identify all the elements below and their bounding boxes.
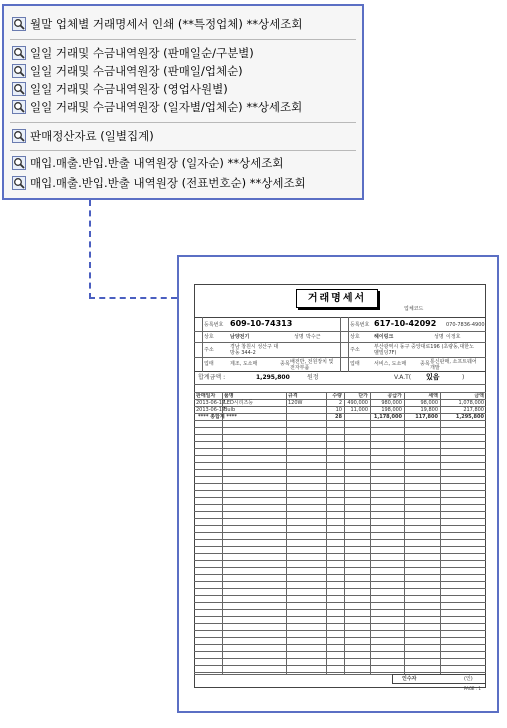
table-column-line (286, 392, 287, 674)
invoice-title: 거래명세서 (307, 293, 367, 304)
table-cell: 198,000 (381, 407, 402, 413)
total-amount-value: 1,295,800 (256, 374, 290, 381)
table-row-line (194, 651, 486, 652)
seal-label: (인) (464, 676, 473, 682)
menu-item-label: 일일 거래및 수금내역원장 (영업사원별) (30, 82, 228, 96)
table-row-line (194, 476, 486, 477)
vat-value: 있음 (426, 373, 440, 381)
buyer-reg-number: 617-10-42092 (374, 319, 437, 328)
magnifier-icon (12, 17, 26, 31)
menu-item-daily-ledger-by-type[interactable] (12, 44, 254, 62)
table-cell: 2013-06-17 (196, 407, 226, 413)
table-row-line (194, 483, 486, 484)
table-row-line (194, 427, 486, 428)
table-row-line (194, 602, 486, 603)
table-row-line (194, 469, 486, 470)
magnifier-icon (12, 64, 26, 78)
subtotal-label: **** 총합계 **** (198, 414, 237, 420)
supplier-ceo-label: 성명 (294, 334, 304, 340)
supplier-address: 경남 창원시 성산구 대방동 344-2 (230, 344, 279, 356)
table-column-line (344, 392, 345, 674)
table-row-line (194, 511, 486, 512)
column-header: 금액 (474, 393, 484, 399)
menu-item-daily-ledger-by-date[interactable] (12, 98, 302, 116)
table-row-line (194, 490, 486, 491)
table-row-line (194, 455, 486, 456)
table-cell: 11,000 (350, 407, 368, 413)
table-cell: 1,078,000 (458, 400, 484, 406)
buyer-name-label: 상호 (350, 334, 360, 340)
menu-item-inout-ledger-by-slip[interactable] (12, 174, 306, 192)
grid-line (194, 342, 486, 343)
buyer-address: 부산광역시 동구 중앙대로196 (초량동,대한노벨빌딩7F) (374, 344, 474, 356)
buyer-ceo: 이정호 (446, 334, 461, 340)
vat-label: V.A.T( (394, 374, 412, 381)
table-row-line (194, 637, 486, 638)
subtotal-cell: 28 (335, 414, 342, 420)
grid-line (194, 331, 486, 332)
subtotal-cell: 117,800 (415, 414, 438, 420)
subtotal-cell: 1,295,800 (455, 414, 484, 420)
table-row-line (194, 658, 486, 659)
buyer-item-label: 종목 (420, 361, 430, 367)
table-row-line (194, 560, 486, 561)
table-cell: 2013-06-17 (196, 400, 226, 406)
table-row-line (194, 553, 486, 554)
table-row-line (194, 525, 486, 526)
magnifier-icon (12, 156, 26, 170)
table-column-line (404, 392, 405, 674)
subtotal-cell: 1,178,000 (373, 414, 402, 420)
magnifier-icon (12, 176, 26, 190)
menu-item-label: 일일 거래및 수금내역원장 (판매일/업체순) (30, 64, 243, 78)
buyer-ceo-label: 성명 (434, 334, 444, 340)
supplier-item-label: 종목 (280, 361, 290, 367)
menu-item-daily-ledger-by-company[interactable] (12, 62, 243, 80)
table-cell: 19,800 (420, 407, 438, 413)
table-cell: 2 (338, 400, 342, 406)
table-row-line (194, 539, 486, 540)
table-row-line (194, 588, 486, 589)
table-row-line (194, 518, 486, 519)
menu-item-label: 일일 거래및 수금내역원장 (일자별/업체순) **상세조회 (30, 100, 303, 114)
report-menu-panel (2, 4, 364, 200)
table-row-line (194, 462, 486, 463)
table-row-line (194, 595, 486, 596)
table-row-line (194, 497, 486, 498)
table-row-line (194, 623, 486, 624)
table-column-line (370, 392, 371, 674)
column-header: 세액 (428, 393, 438, 399)
menu-item-label: 판매정산자료 (일별집계) (30, 129, 154, 143)
table-row-line (194, 546, 486, 547)
menu-item-label: 월말 업체별 거래명세서 인쇄 (**특정업체) **상세조회 (30, 17, 303, 31)
receiver-label: 인수자 (402, 676, 417, 682)
buyer-address-label: 주소 (350, 347, 360, 353)
menu-item-daily-ledger-by-salesperson[interactable] (12, 80, 228, 98)
menu-item-monthly-invoice[interactable] (12, 15, 302, 33)
table-cell: Bulb (224, 407, 236, 413)
table-row-line (194, 448, 486, 449)
table-row-line (194, 420, 486, 421)
supplier-address-label: 주소 (204, 347, 214, 353)
company-code-label: 업체코드 (404, 306, 424, 312)
table-row-line (194, 504, 486, 505)
table-row-line (194, 644, 486, 645)
table-row-line (194, 665, 486, 666)
column-header: 품명 (224, 393, 234, 399)
table-row-line (194, 609, 486, 610)
table-cell: 980,000 (381, 400, 402, 406)
table-cell: 120W (288, 400, 303, 406)
column-header: 수량 (332, 393, 342, 399)
column-header: 판매일자 (196, 393, 216, 399)
table-row-line (194, 532, 486, 533)
vat-close: ) (462, 374, 465, 381)
table-column-line (326, 392, 327, 674)
buyer-name: 헤이링크 (374, 334, 394, 340)
buyer-reg-label: 등록번호 (350, 322, 370, 328)
supplier-reg-number: 609-10-74313 (230, 319, 293, 328)
buyer-type-label: 업태 (350, 361, 360, 367)
connector-line-horizontal (89, 297, 177, 299)
menu-divider (10, 150, 356, 151)
table-cell: LED시리즈등 (224, 400, 254, 406)
grid-line (194, 357, 486, 358)
table-cell: 98,000 (420, 400, 438, 406)
table-cell: 490,000 (347, 400, 368, 406)
menu-item-inout-ledger-by-date[interactable] (12, 154, 283, 172)
buyer-item: 통신판매, 소프트웨어 개발 (430, 359, 477, 371)
supplier-reg-label: 등록번호 (204, 322, 224, 328)
grid-line (340, 317, 341, 372)
table-row-line (194, 616, 486, 617)
buyer-phone: 070-7836-4900 (446, 322, 485, 328)
total-divider (194, 384, 486, 385)
table-cell: 10 (335, 407, 342, 413)
table-row-line (194, 581, 486, 582)
magnifier-icon (12, 46, 26, 60)
menu-item-label: 일일 거래및 수금내역원장 (판매일순/구분별) (30, 46, 254, 60)
menu-item-sales-settlement[interactable] (12, 127, 154, 145)
supplier-item: 배전반, 전원장치 및 전자부품 (290, 359, 334, 371)
magnifier-icon (12, 129, 26, 143)
supplier-type-label: 업태 (204, 361, 214, 367)
connector-line-vertical (89, 200, 91, 299)
supplier-type: 제조, 도소매 (230, 361, 258, 367)
supplier-name: 남양전기 (230, 334, 250, 340)
table-row-line (194, 672, 486, 673)
menu-item-label: 매입.매출.반입.반출 내역원장 (전표번호순) **상세조회 (30, 176, 306, 190)
table-column-line (440, 392, 441, 674)
grid-line (202, 317, 203, 372)
supplier-name-label: 상호 (204, 334, 214, 340)
menu-item-label: 매입.매출.반입.반출 내역원장 (일자순) **상세조회 (30, 156, 284, 170)
menu-divider (10, 39, 356, 40)
table-row-line (194, 630, 486, 631)
supplier-ceo: 박수근 (306, 334, 321, 340)
magnifier-icon (12, 100, 26, 114)
table-row-line (194, 434, 486, 435)
page-number: PAGE : 1 (464, 686, 481, 691)
table-row-line (194, 392, 486, 393)
table-row-line (194, 574, 486, 575)
table-column-line (222, 392, 223, 674)
magnifier-icon (12, 82, 26, 96)
total-amount-label: 합계금액 : (198, 374, 226, 381)
table-row-line (194, 567, 486, 568)
menu-divider (10, 122, 356, 123)
buyer-type: 서비스, 도소매 (374, 361, 407, 367)
column-header: 규격 (288, 393, 298, 399)
table-row-line (194, 441, 486, 442)
column-header: 공급가 (387, 393, 402, 399)
column-header: 단가 (358, 393, 368, 399)
table-cell: 217,800 (463, 407, 484, 413)
grid-line (348, 317, 349, 372)
total-amount-unit: 원정 (307, 374, 319, 381)
invoice-document (194, 284, 486, 692)
